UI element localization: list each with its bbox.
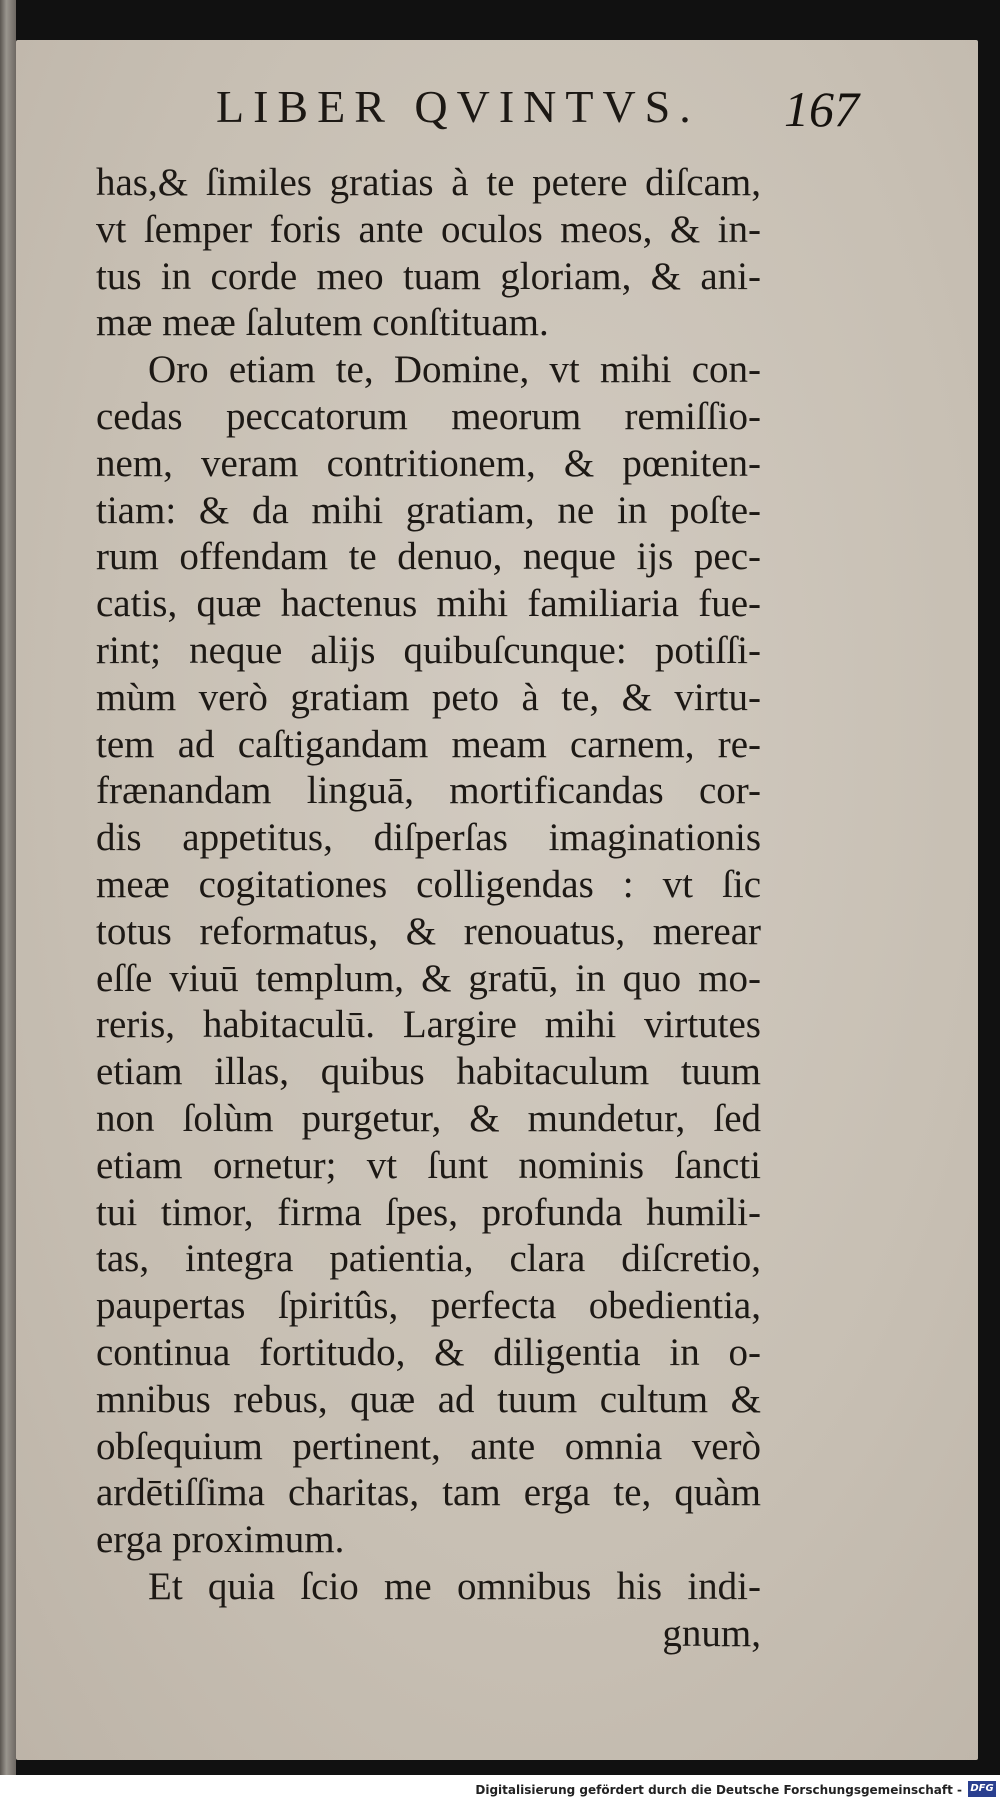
text-line: continua fortitudo, & diligentia in o- [96,1330,761,1374]
text-line: mùm verò gratiam peto à te, & virtu- [96,675,761,719]
text-line: paupertas ſpiritûs, perfecta obedientia, [96,1284,761,1328]
page-number: 167 [784,81,859,137]
body-text [96,160,761,1658]
text-line: etiam illas, quibus habitaculum tuum [96,1050,761,1094]
text-line: rum offendam te denuo, neque ijs pec- [96,535,761,579]
text-line: erga proximum. [96,1518,345,1562]
book-page [16,40,978,1760]
running-head [196,80,976,150]
text-line: vt ſemper foris ante oculos meos, & in- [96,207,761,251]
text-line: reris, habitaculū. Largire mihi virtutes [96,1003,761,1047]
catchword: gnum, [662,1611,761,1655]
text-line: tiam: & da mihi gratiam, ne in poſte- [96,488,761,532]
text-line: totus reformatus, & renouatus, merear [96,909,761,953]
text-line: Et quia ſcio me omnibus his indi- [148,1564,761,1608]
text-line: cedas peccatorum meorum remiſſio- [96,394,761,438]
text-line: frænandam linguā, mortificandas cor- [96,769,761,813]
text-line: tui timor, firma ſpes, profunda humili- [96,1190,761,1234]
text-line: catis, quæ hactenus mihi familiaria fue- [96,582,761,626]
text-line: obſequium pertinent, ante omnia verò [96,1424,761,1468]
footer-credit: Digitalisierung gefördert durch die Deutsche Forschungsgemeinschaft - [475,1783,962,1797]
text-line: nem, veram contritionem, & pœniten- [96,441,761,485]
text-line: mnibus rebus, quæ ad tuum cultum & [96,1377,761,1421]
book-edge [0,0,16,1775]
text-line: eſſe viuū templum, & gratū, in quo mo- [96,956,761,1000]
text-line: mæ meæ ſalutem conſtituam. [96,301,549,345]
dfg-logo-icon: DFG [968,1781,996,1797]
digitization-footer [0,1775,1000,1806]
text-line: has,& ſimiles gratias à te petere diſcam, [96,161,761,204]
text-line: tus in corde meo tuam gloriam, & ani- [96,254,761,298]
text-line: meæ cogitationes colligendas : vt ſic [96,862,761,906]
text-line: rint; neque alijs quibuſcunque: potiſſi- [96,628,761,672]
text-line: non ſolùm purgetur, & mundetur, ſed [96,1096,761,1140]
text-line: dis appetitus, diſperſas imaginationis [96,816,761,860]
text-line: etiam ornetur; vt ſunt nominis ſancti [96,1143,761,1187]
text-line: Oro etiam te, Domine, vt mihi con- [148,348,761,392]
text-line: tem ad caſtigandam meam carnem, re- [96,722,761,766]
text-line: ardētiſſima charitas, tam erga te, quàm [96,1471,761,1515]
text-line: tas, integra patientia, clara diſcretio, [96,1237,761,1281]
running-head-title: LIBER QVINTVS. [216,81,700,132]
